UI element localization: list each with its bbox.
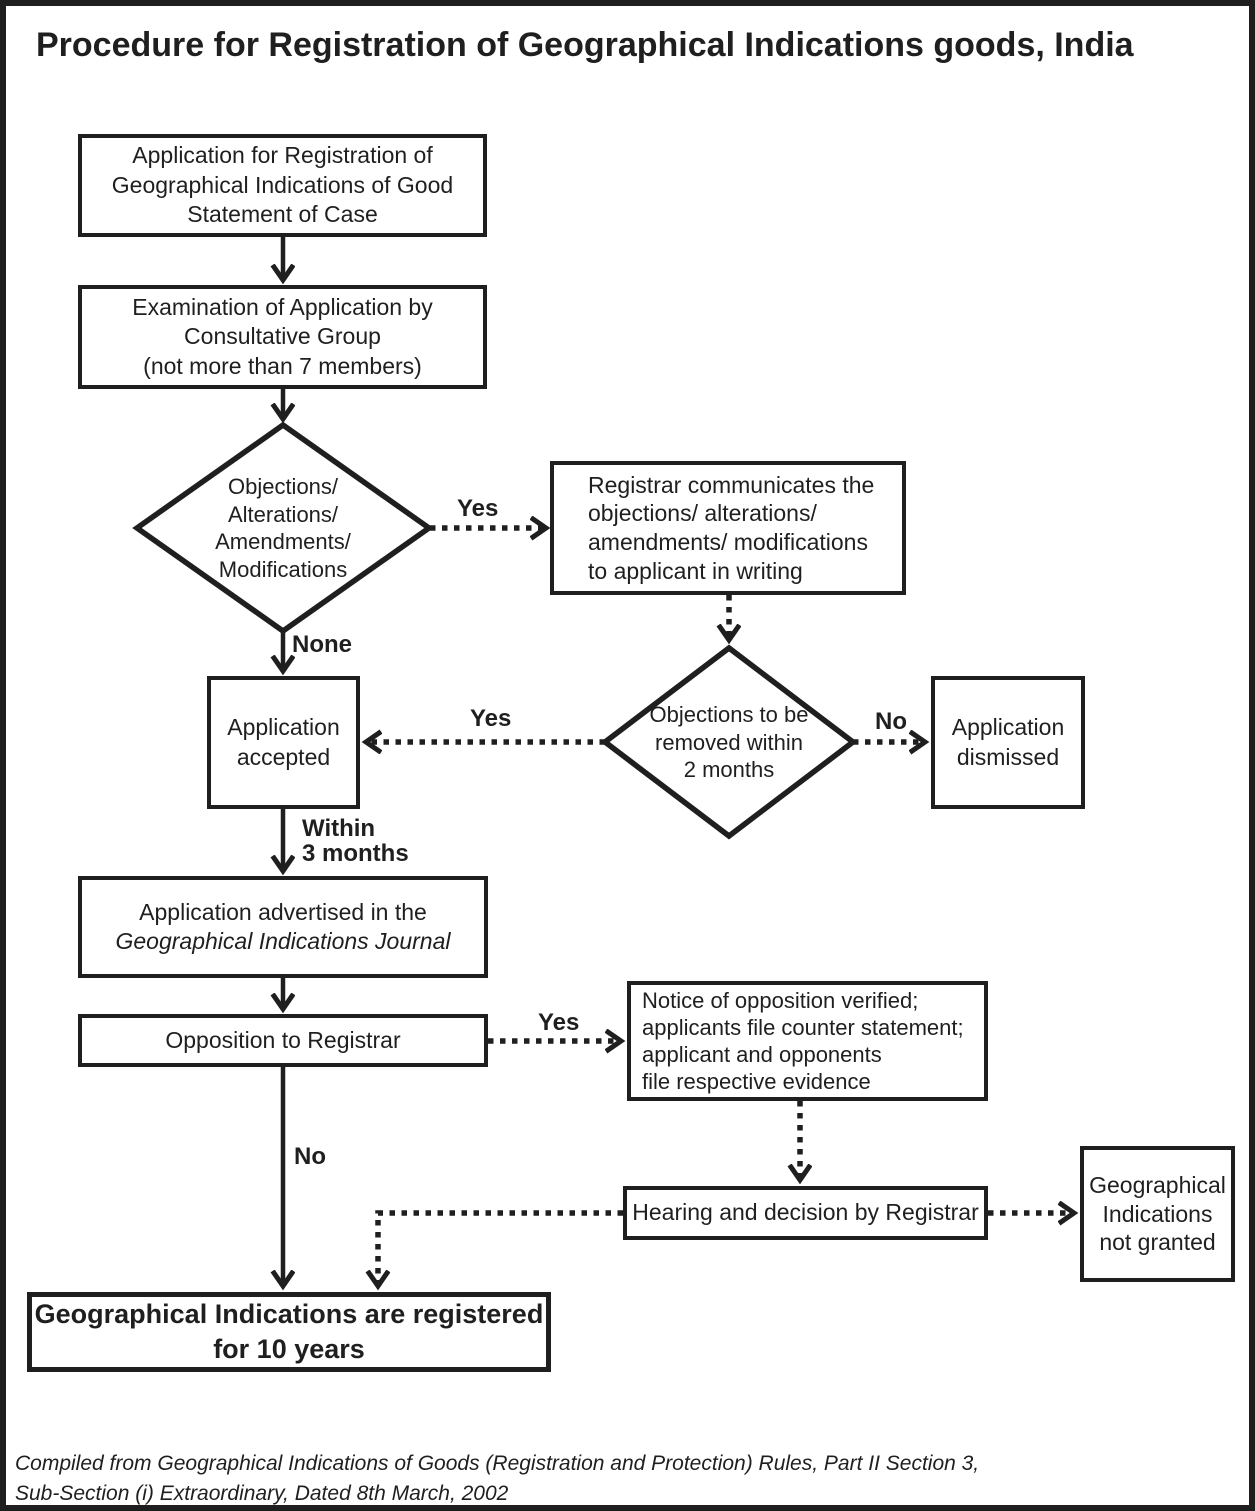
node-registrar-communicates: Registrar communicates the objections/ alterations/ amendments/ modifications to applicant in writing: [550, 461, 906, 595]
edge-label-objections-none: None: [292, 631, 352, 658]
removal-decision-label: Objections to be removed within 2 months: [649, 702, 809, 782]
node-opposition: Opposition to Registrar: [78, 1014, 488, 1067]
node-application: Application for Registration of Geographical Indications of Good Statement of Case: [78, 134, 487, 237]
node-application-advertised: Application advertised in the Geographical Indications Journal: [78, 876, 488, 978]
objections-decision-label: Objections/ Alterations/ Amendments/ Modifications: [215, 474, 351, 582]
page-title: Procedure for Registration of Geographical Indications goods, India: [36, 26, 1134, 64]
node-examination: Examination of Application by Consultative Group (not more than 7 members): [78, 285, 487, 389]
source-note: Compiled from Geographical Indications of Goods (Registration and Protection) Rules, Part II Section 3, Sub-Section (i) Extraordinary, Dated 8th March, 2002: [15, 1452, 980, 1506]
node-registered: Geographical Indications are registered for 10 years: [27, 1292, 551, 1372]
edge-label-opposition-yes: Yes: [538, 1009, 580, 1036]
node-application-dismissed: Application dismissed: [931, 676, 1085, 809]
edge-label-objections-yes: Yes: [457, 495, 499, 522]
edge-label-opposition-no: No: [294, 1143, 326, 1170]
node-not-granted: Geographical Indications not granted: [1080, 1146, 1235, 1282]
edge-label-within-3-months: Within 3 months: [302, 815, 409, 867]
edge-label-removal-no: No: [875, 708, 907, 735]
node-notice-of-opposition: Notice of opposition verified; applicants file counter statement; applicant and opponents file respective evidence: [627, 981, 988, 1101]
node-hearing: Hearing and decision by Registrar: [623, 1186, 988, 1240]
edge-label-removal-yes: Yes: [470, 705, 512, 732]
node-application-accepted: Application accepted: [207, 676, 360, 809]
